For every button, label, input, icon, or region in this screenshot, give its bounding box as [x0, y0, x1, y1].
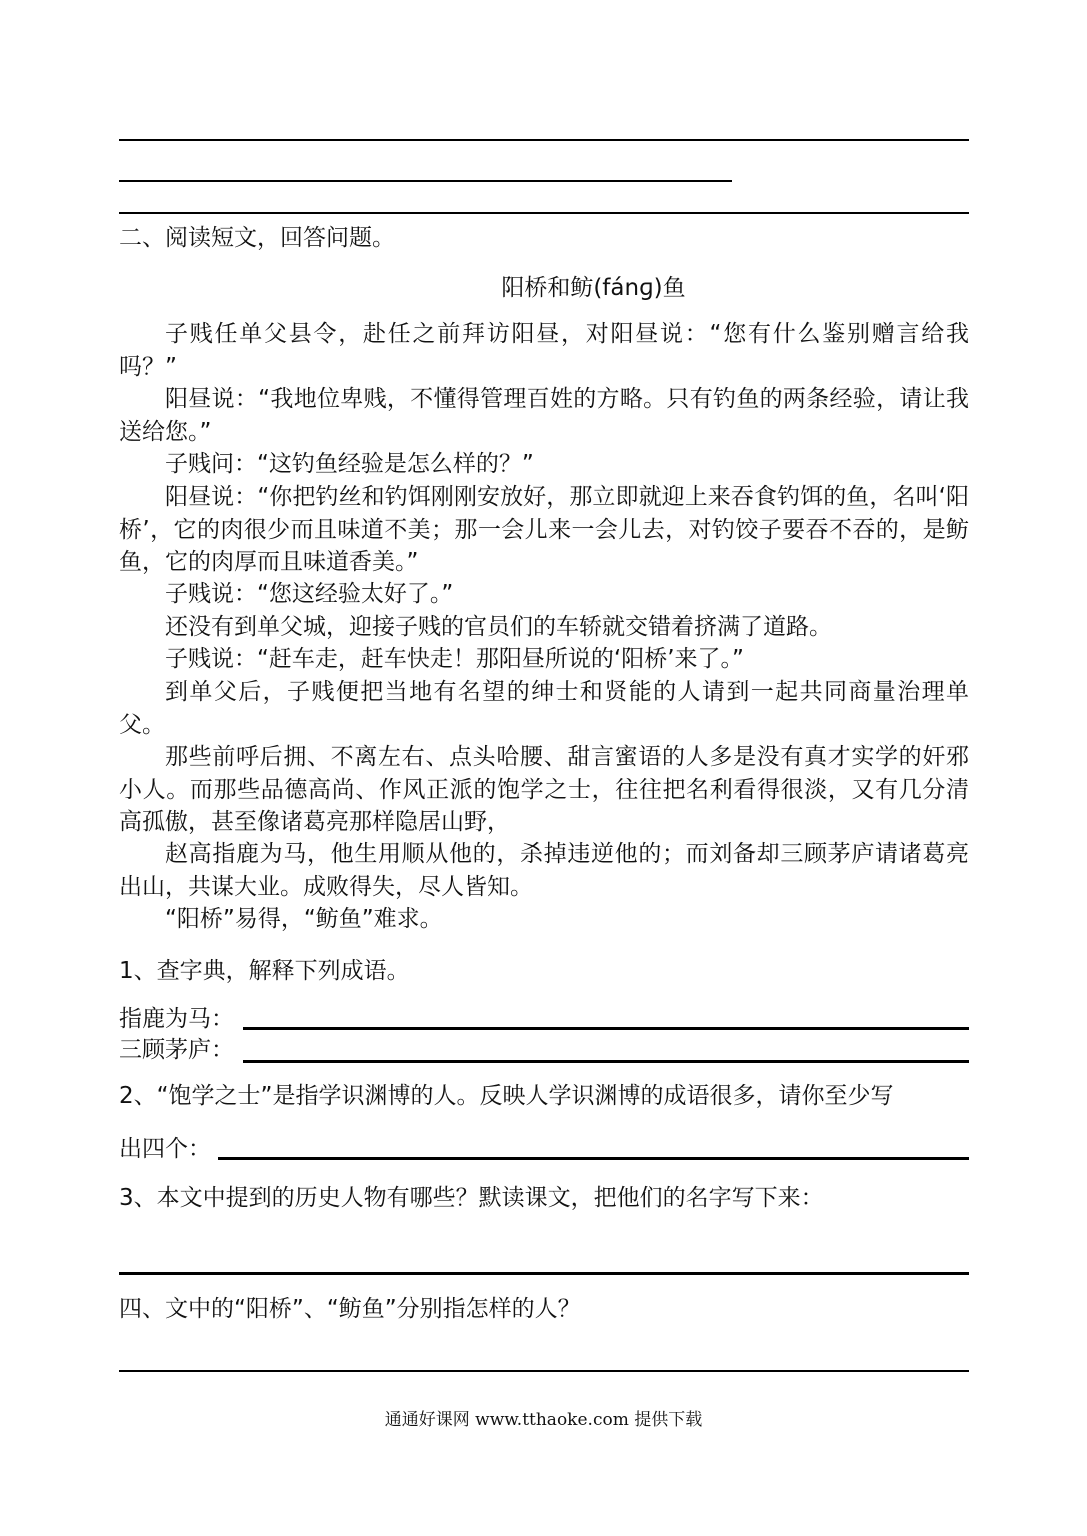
- paragraph: 子贱问：“这钓鱼经验是怎么样的？”: [165, 451, 534, 477]
- answer-line-top-2[interactable]: [119, 180, 732, 182]
- passage-title: 阳桥和鲂(fánɡ)鱼: [501, 275, 686, 301]
- answer-line-idiom-2[interactable]: [243, 1060, 969, 1063]
- answer-line-top-1[interactable]: [119, 139, 969, 141]
- paragraph: 到单父后，子贱便把当地有名望的绅士和贤能的人请到一起共同商量治理单父。: [119, 679, 969, 738]
- question-1-prompt: 1、查字典，解释下列成语。: [119, 958, 410, 984]
- answer-line-q2[interactable]: [218, 1157, 969, 1160]
- question-2-line-2: 出四个：: [119, 1136, 211, 1162]
- question-2-line-1: 2、“饱学之士”是指学识渊博的人。反映人学识渊博的成语很多，请你至少写: [119, 1083, 894, 1109]
- section-heading: 二、阅读短文，回答问题。: [119, 225, 395, 251]
- footer-credit: 通通好课网 www.tthaoke.com 提供下载: [384, 1410, 703, 1430]
- paragraph: 那些前呼后拥、不离左右、点头哈腰、甜言蜜语的人多是没有真才实学的奸邪小人。而那些品德高尚、作风正派的饱学之士，往往把名利看得很淡，又有几分清高孤傲，甚至像诸葛亮那样隐居山野，: [119, 744, 969, 835]
- paragraph: “阳桥”易得，“鲂鱼”难求。: [165, 906, 443, 932]
- idiom-label-2: 三顾茅庐：: [119, 1037, 234, 1063]
- answer-line-q3[interactable]: [119, 1272, 969, 1275]
- question-3-prompt: 3、本文中提到的历史人物有哪些？默读课文，把他们的名字写下来：: [119, 1185, 824, 1211]
- paragraph: 子贱任单父县令，赴任之前拜访阳昼，对阳昼说：“您有什么鉴别赠言给我吗？”: [119, 321, 969, 380]
- paragraph: 阳昼说：“我地位卑贱，不懂得管理百姓的方略。只有钓鱼的两条经验，请让我送给您。”: [119, 386, 969, 445]
- paragraph: 赵高指鹿为马，他生用顺从他的，杀掉违逆他的；而刘备却三顾茅庐请诸葛亮出山，共谋大业。成败得失，尽人皆知。: [119, 841, 969, 900]
- question-4-prompt: 四、文中的“阳桥”、“鲂鱼”分别指怎样的人？: [119, 1296, 581, 1322]
- paragraph: 子贱说：“您这经验太好了。”: [165, 581, 454, 607]
- paragraph: 子贱说：“赶车走，赶车快走！那阳昼所说的‘阳桥’来了。”: [165, 646, 744, 672]
- paragraph: 还没有到单父城，迎接子贱的官员们的车轿就交错着挤满了道路。: [165, 614, 832, 640]
- answer-line-idiom-1[interactable]: [243, 1027, 969, 1030]
- answer-line-top-3[interactable]: [119, 212, 969, 214]
- idiom-label-1: 指鹿为马：: [119, 1006, 234, 1032]
- paragraph: 阳昼说：“你把钓丝和钓饵刚刚安放好，那立即就迎上来吞食钓饵的鱼，名叫‘阳桥’，它的肉很少而且味道不美；那一会儿来一会儿去，对钓饺子要吞不吞的，是鲂鱼，它的肉厚而且味道香美。”: [119, 484, 969, 575]
- answer-line-q4[interactable]: [119, 1370, 969, 1372]
